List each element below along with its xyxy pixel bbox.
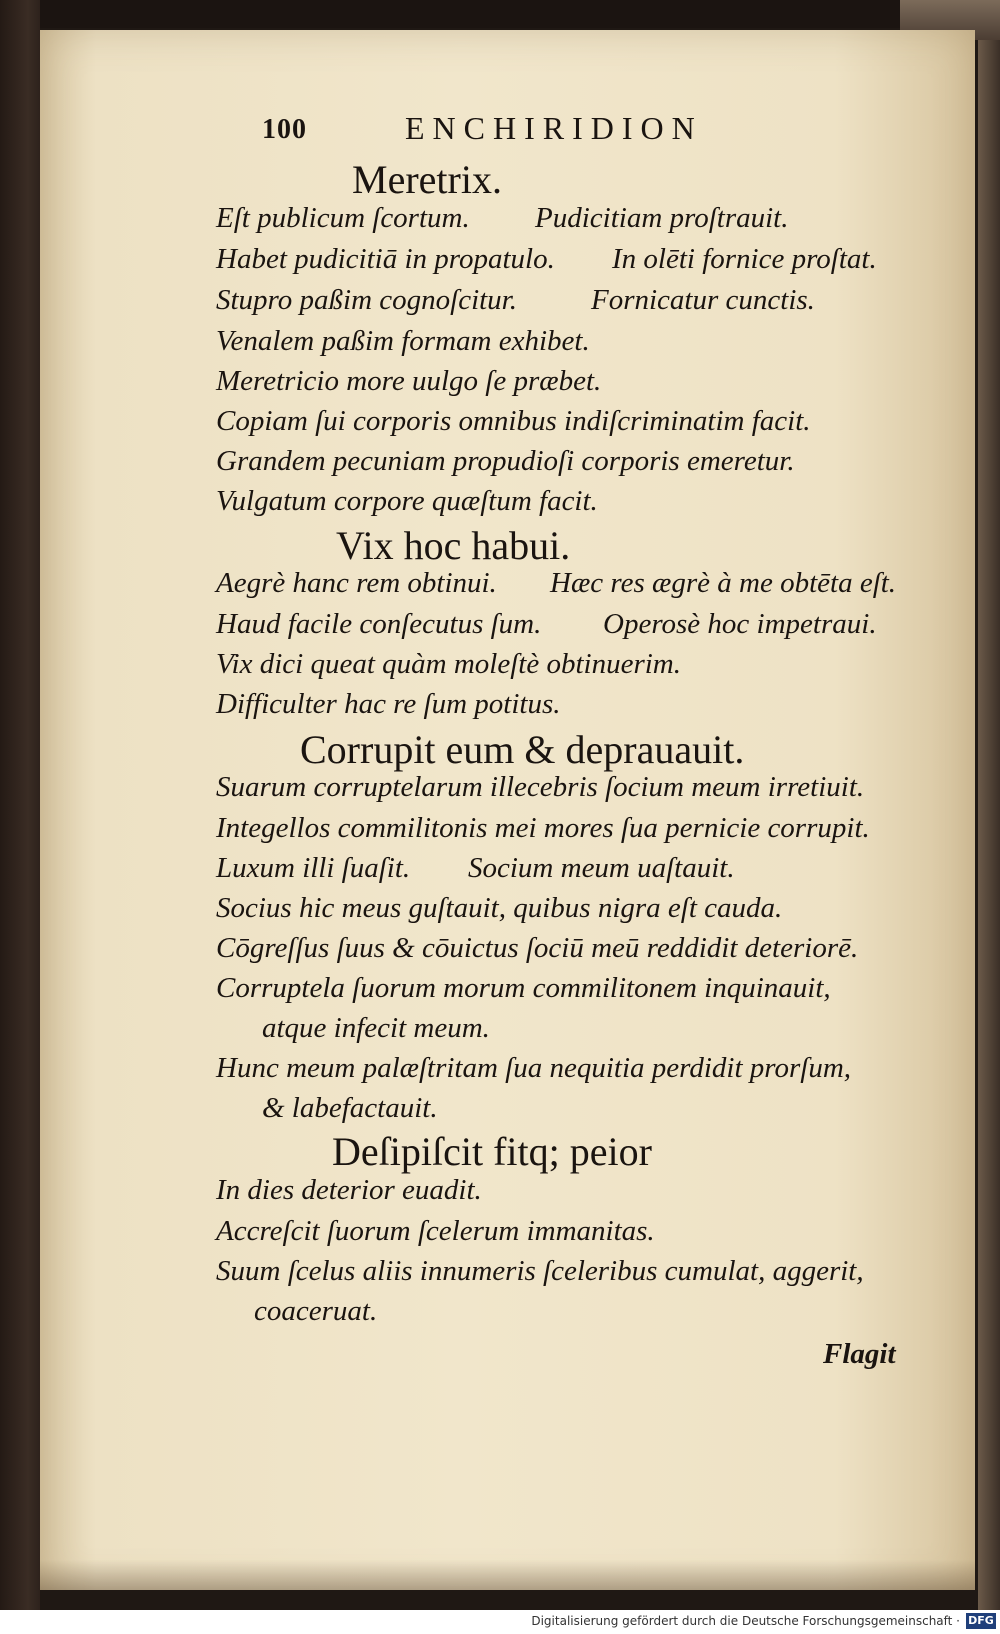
- text-line: In olēti fornice proſtat.: [612, 243, 877, 275]
- text-line: Vix dici queat quàm moleſtè obtinuerim.: [216, 648, 681, 680]
- section-heading: Deſipiſcit fitq; peior: [332, 1129, 652, 1174]
- running-title: ENCHIRIDION: [405, 110, 703, 146]
- text-line: Integellos commilitonis mei mores ſua pernicie corrupit.: [216, 812, 870, 844]
- text-line: Luxum illi ſuaſit.: [216, 852, 411, 884]
- text-line: Corruptela ſuorum morum commilitonem inquinauit,: [216, 972, 831, 1004]
- running-head: [40, 110, 975, 150]
- text-line: Suarum corruptelarum illecebris ſocium meum irretiuit.: [216, 771, 865, 803]
- text-line: Stupro paßim cognoſcitur.: [216, 284, 518, 316]
- text-line: coaceruat.: [254, 1295, 378, 1327]
- page-bottom-shadow: [40, 1560, 975, 1590]
- text-line: Difficulter hac re ſum potitus.: [216, 688, 561, 720]
- text-line: Cōgreſſus ſuus & cōuictus ſociū meū reddidit deteriorē.: [216, 932, 859, 964]
- text-line: Pudicitiam proſtrauit.: [535, 202, 789, 234]
- text-line: Socium meum uaſtauit.: [468, 852, 735, 884]
- text-line: Eſt publicum ſcortum.: [216, 202, 470, 234]
- text-line: atque infecit meum.: [262, 1012, 490, 1044]
- text-line: Copiam ſui corporis omnibus indiſcriminatim facit.: [216, 405, 811, 437]
- text-line: Hunc meum palæſtritam ſua nequitia perdidit prorſum,: [216, 1052, 852, 1084]
- text-line: Hæc res ægrè à me obtēta eſt.: [550, 567, 897, 599]
- text-line: Grandem pecuniam propudioſi corporis emeretur.: [216, 445, 795, 477]
- text-line: Vulgatum corpore quæſtum facit.: [216, 485, 598, 517]
- catchword: Flagit: [823, 1338, 896, 1370]
- text-line: Accreſcit ſuorum ſcelerum immanitas.: [216, 1215, 655, 1247]
- page-number: 100: [262, 114, 307, 145]
- right-page-edge: [978, 0, 1000, 1634]
- section-heading: Corrupit eum & deprauauit.: [300, 727, 745, 772]
- text-line: Suum ſcelus aliis innumeris ſceleribus cumulat, aggerit,: [216, 1255, 864, 1287]
- text-line: Fornicatur cunctis.: [591, 284, 815, 316]
- text-line: Operosè hoc impetraui.: [603, 608, 877, 640]
- top-dark-edge: [0, 0, 1000, 28]
- text-line: Socius hic meus guſtauit, quibus nigra eſt cauda.: [216, 892, 783, 924]
- digitization-footer: [0, 1610, 1000, 1634]
- section-heading: Vix hoc habui.: [336, 523, 571, 568]
- text-line: Meretricio more uulgo ſe præbet.: [216, 365, 602, 397]
- dfg-logo: DFG: [966, 1613, 996, 1629]
- text-line: Haud facile conſecutus ſum.: [216, 608, 542, 640]
- left-binding-edge: [0, 0, 40, 1634]
- text-line: Habet pudicitiā in propatulo.: [216, 243, 555, 275]
- book-page: [40, 30, 975, 1590]
- text-line: Aegrè hanc rem obtinui.: [216, 567, 497, 599]
- funding-notice: Digitalisierung gefördert durch die Deutsche Forschungsgemeinschaft ·: [531, 1614, 960, 1628]
- section-heading: Meretrix.: [352, 157, 502, 202]
- text-line: Venalem paßim formam exhibet.: [216, 325, 590, 357]
- text-line: In dies deterior euadit.: [216, 1174, 482, 1206]
- text-line: & labefactauit.: [262, 1092, 438, 1124]
